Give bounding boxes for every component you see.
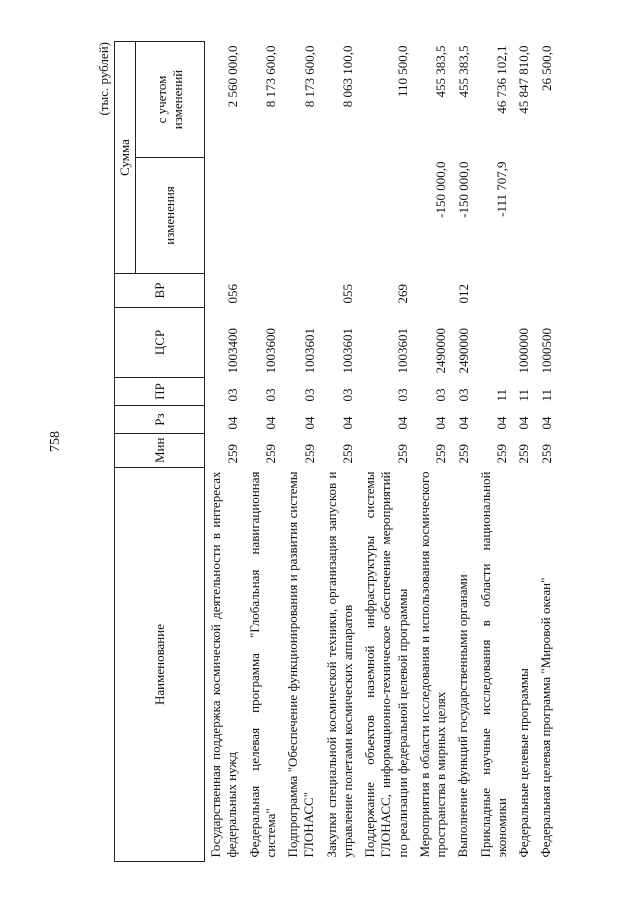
table-row [535, 42, 557, 862]
cell-min: 259 [340, 444, 355, 464]
table-row [359, 42, 414, 862]
cell-change [244, 158, 283, 274]
cell-change: -111 707,9 [494, 161, 509, 217]
cell-vr [282, 274, 321, 308]
cell-csr: 1000500 [538, 328, 554, 374]
cell-rz: 04 [494, 416, 509, 430]
cell-pr: 03 [433, 388, 449, 402]
cell-rz: 04 [538, 416, 554, 430]
table-row [475, 42, 514, 862]
cell-vr: 056 [224, 284, 240, 304]
cell-min: 259 [394, 444, 410, 464]
cell-pr: 11 [494, 388, 509, 402]
cell-rz: 04 [394, 416, 410, 430]
cell-change [535, 158, 557, 274]
cell-change [359, 158, 414, 274]
cell-pr: 03 [394, 388, 410, 402]
unit-label: (тыс. рублей) [96, 42, 111, 116]
cell-pr: 03 [224, 388, 240, 402]
cell-change [282, 158, 321, 274]
cell-min: 259 [433, 444, 449, 464]
cell-min: 259 [301, 444, 317, 464]
header-changes: изменения [136, 158, 205, 274]
cell-name: Закупки специальной космической техники, организация запусков и управление полетами космических аппаратов [323, 471, 355, 858]
cell-name: Федеральная целевая программа "Глобальная навигационная система" [246, 471, 278, 858]
cell-csr: 1000000 [516, 328, 532, 374]
cell-total: 46 736 102,1 [494, 45, 509, 114]
table-row [452, 42, 474, 862]
budget-table [114, 41, 558, 862]
cell-vr: 055 [340, 284, 355, 304]
cell-name: Поддержание объектов наземной инфраструктуры системы ГЛОНАСС, информационно-техническое обеспечение мероприятий по реализации федеральной целевой программы [362, 471, 410, 858]
cell-vr [513, 274, 535, 308]
header-row-1 [115, 42, 136, 862]
table-body [205, 42, 558, 862]
table-row [321, 42, 360, 862]
cell-pr: 03 [263, 388, 278, 402]
cell-vr [535, 274, 557, 308]
cell-total: 8 173 600,0 [301, 45, 317, 108]
cell-total: 45 847 810,0 [516, 45, 532, 114]
cell-min: 259 [538, 444, 554, 464]
cell-pr: 11 [516, 388, 532, 402]
header-min: Мин [115, 434, 205, 468]
cell-change: -150 000,0 [455, 161, 471, 218]
cell-rz: 04 [516, 416, 532, 430]
cell-vr: 269 [394, 284, 410, 304]
cell-rz: 04 [224, 416, 240, 430]
cell-name: Прикладные научные исследования в области национальной экономики [477, 471, 509, 858]
cell-csr [475, 308, 514, 378]
cell-vr: 012 [455, 284, 471, 304]
cell-vr [414, 274, 453, 308]
table-row [205, 42, 244, 862]
cell-total: 455 383,5 [455, 45, 471, 98]
cell-csr: 2490000 [433, 328, 449, 374]
cell-csr: 1003600 [263, 328, 278, 374]
cell-rz: 04 [433, 416, 449, 430]
cell-total: 8 063 100,0 [340, 45, 355, 108]
cell-csr: 1003601 [340, 328, 355, 374]
header-rz: Рз [115, 406, 205, 434]
cell-total: 26 500,0 [538, 45, 554, 91]
rotated-page-content [96, 42, 606, 862]
cell-name: Выполнение функций государственными органами [455, 574, 471, 858]
cell-rz: 04 [455, 416, 471, 430]
cell-pr: 03 [455, 388, 471, 402]
page-number: 758 [48, 431, 63, 452]
cell-name: Государственная поддержка космической деятельности в интересах федеральных нужд [208, 471, 240, 858]
cell-total: 455 383,5 [433, 45, 449, 98]
cell-min: 259 [263, 444, 278, 464]
cell-pr: 03 [340, 388, 355, 402]
header-pr: ПР [115, 378, 205, 406]
cell-name: Подпрограмма "Обеспечение функционирования и развития системы ГЛОНАСС" [285, 471, 317, 858]
cell-total: 110 500,0 [394, 45, 410, 98]
cell-change [205, 158, 244, 274]
cell-csr: 1003601 [301, 328, 317, 374]
cell-name: Федеральная целевая программа "Мировой океан" [538, 577, 554, 858]
header-sum: Сумма [115, 42, 136, 274]
cell-rz: 04 [301, 416, 317, 430]
table-row [513, 42, 535, 862]
cell-csr: 2490000 [455, 328, 471, 374]
table-row [244, 42, 283, 862]
cell-rz: 04 [263, 416, 278, 430]
cell-min: 259 [516, 444, 532, 464]
cell-rz: 04 [340, 416, 355, 430]
table-row [414, 42, 453, 862]
cell-total: 8 173 600,0 [263, 45, 278, 108]
header-csr: ЦСР [115, 308, 205, 378]
header-with-changes: с учетом изменений [136, 42, 205, 158]
cell-change: -150 000,0 [433, 161, 449, 218]
cell-change [321, 158, 360, 274]
cell-vr [244, 274, 283, 308]
cell-min: 259 [494, 444, 509, 464]
cell-pr: 11 [538, 388, 554, 402]
header-name: Наименование [115, 468, 205, 862]
cell-total: 2 560 000,0 [224, 45, 240, 108]
cell-csr: 1003400 [224, 328, 240, 374]
table-row [282, 42, 321, 862]
cell-pr: 03 [301, 388, 317, 402]
cell-name: Мероприятия в области исследования и использования космического пространства в мирных целях [416, 471, 448, 858]
cell-name: Федеральные целевые программы [516, 668, 531, 858]
cell-csr: 1003601 [394, 328, 410, 374]
cell-min: 259 [455, 444, 471, 464]
cell-min: 259 [224, 444, 240, 464]
header-vr: ВР [115, 274, 205, 308]
cell-vr [475, 274, 514, 308]
cell-change [513, 158, 535, 274]
